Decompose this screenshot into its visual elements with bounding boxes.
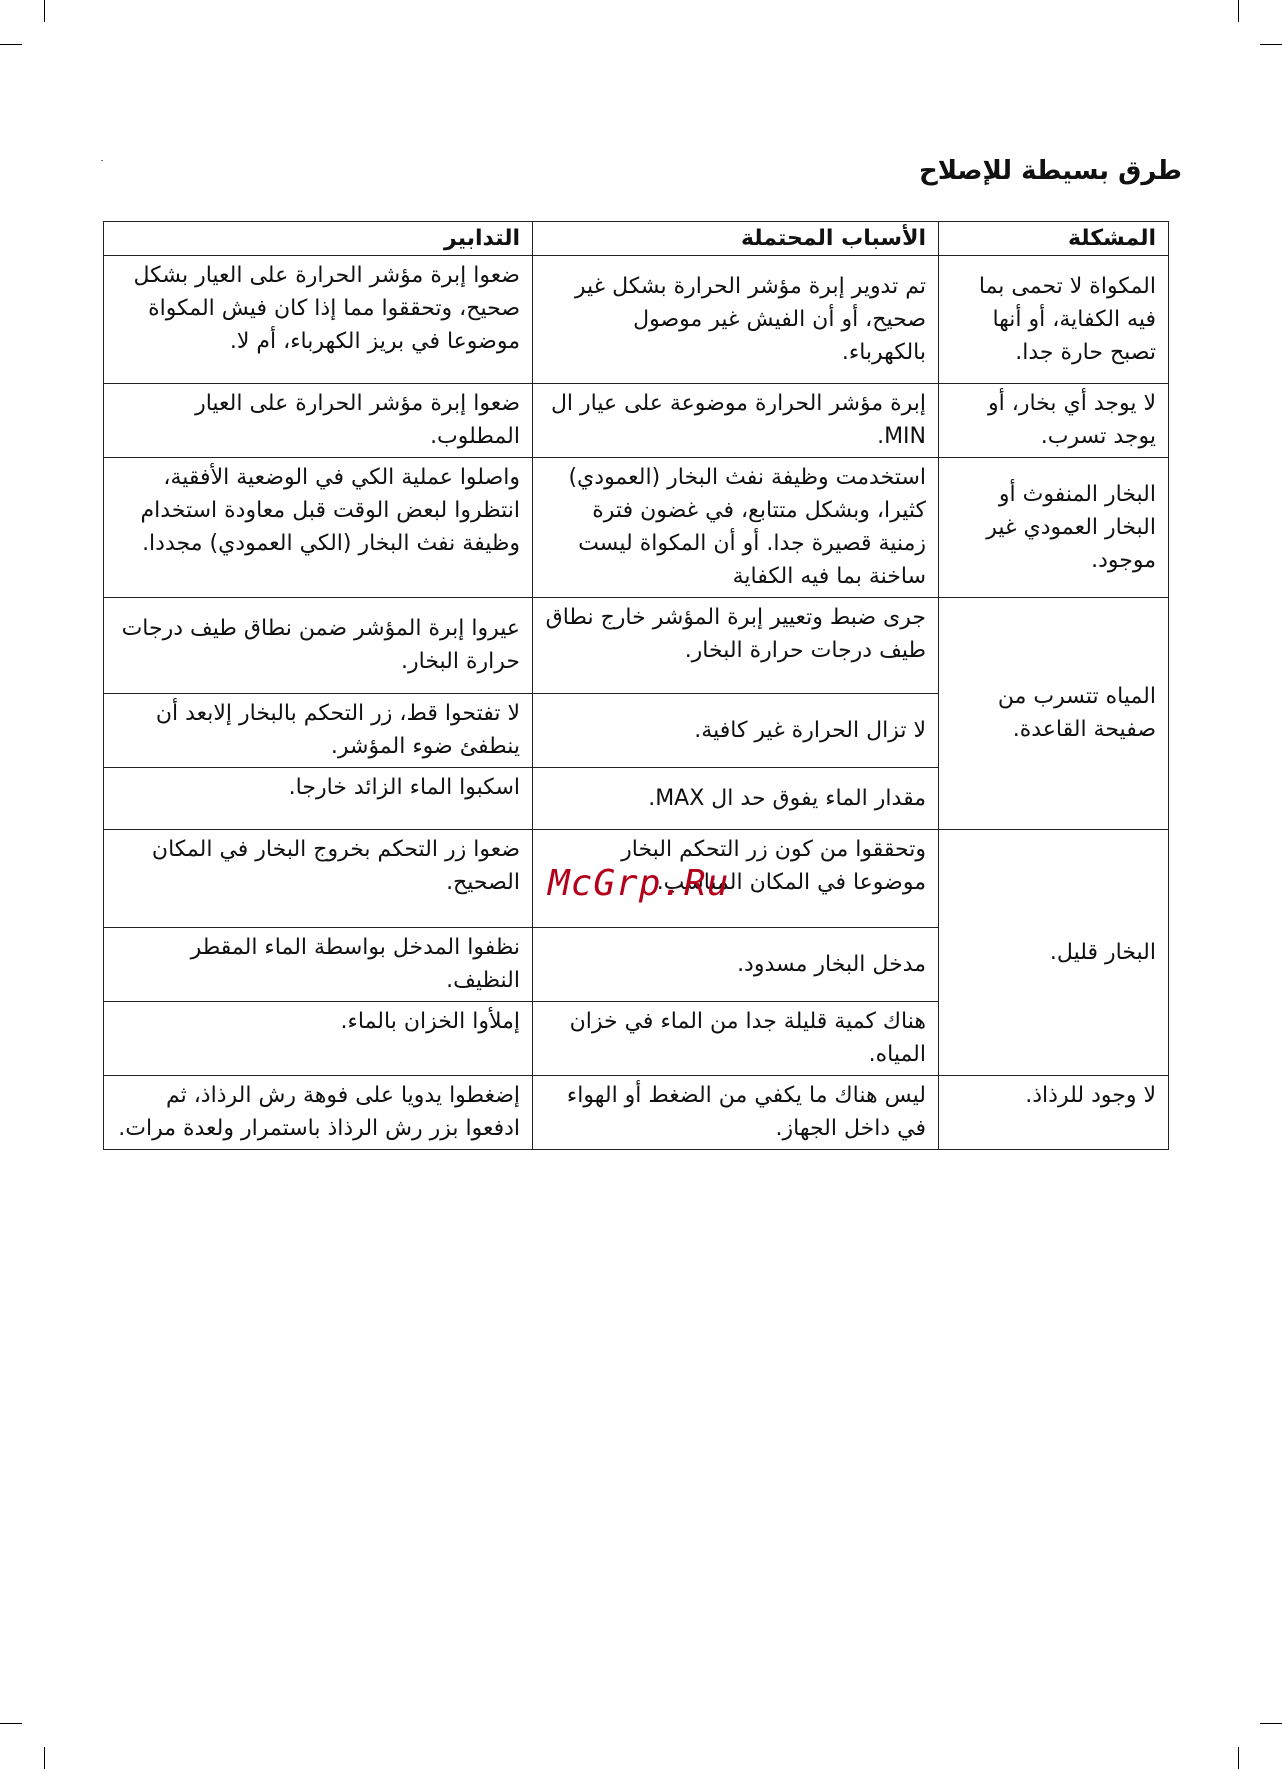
solution-cell: ضعوا إبرة مؤشر الحرارة على العيار بشكل صحيح، وتحققوا مما إذا كان فيش المكواة موضوعا في بريز الكهرباء، أم لا. (104, 256, 533, 384)
cause-cell: هناك كمية قليلة جدا من الماء في خزان المياه. (533, 1002, 939, 1076)
watermark: McGrp.Ru (548, 863, 730, 904)
troubleshooting-table (103, 221, 1169, 1150)
crop-mark (1260, 44, 1282, 45)
solution-cell: واصلوا عملية الكي في الوضعية الأفقية، انتظروا لبعض الوقت قبل معاودة استخدام وظيفة نفث البخار (الكي العمودي) مجددا. (104, 458, 533, 598)
solution-cell: إضغطوا يدويا على فوهة رش الرذاذ، ثم ادفعوا بزر رش الرذاذ باستمرار ولعدة مرات. (104, 1076, 533, 1150)
crop-mark (44, 0, 45, 22)
solution-cell: لا تفتحوا قط، زر التحكم بالبخار إلابعد أن ينطفئ ضوء المؤشر. (104, 694, 533, 768)
solution-cell: نظفوا المدخل بواسطة الماء المقطر النظيف. (104, 928, 533, 1002)
table-row (104, 1076, 1169, 1150)
header-cause: الأسباب المحتملة (533, 222, 939, 256)
crop-mark (1260, 1723, 1282, 1724)
cause-cell: مقدار الماء يفوق حد ال MAX. (533, 768, 939, 830)
header-solution: التدابير (104, 222, 533, 256)
solution-cell: ضعوا إبرة مؤشر الحرارة على العيار المطلوب. (104, 384, 533, 458)
cause-cell: استخدمت وظيفة نفث البخار (العمودي) كثيرا، وبشكل متتابع، في غضون فترة زمنية قصيرة جدا. أو أن المكواة ليست ساخنة بما فيه الكفاية (533, 458, 939, 598)
table-header-row (104, 222, 1169, 256)
cause-cell: تم تدوير إبرة مؤشر الحرارة بشكل غير صحيح، أو أن الفيش غير موصول بالكهرباء. (533, 256, 939, 384)
cause-cell: مدخل البخار مسدود. (533, 928, 939, 1002)
table-row (104, 256, 1169, 384)
crop-mark (1238, 1747, 1239, 1769)
problem-cell: لا وجود للرذاذ. (939, 1076, 1169, 1150)
problem-cell: البخار المنفوث أو البخار العمودي غير موجود. (939, 458, 1169, 598)
problem-cell: المياه تتسرب من صفيحة القاعدة. (939, 598, 1169, 830)
page-title: طرق بسيطة للإصلاح (918, 156, 1182, 186)
crop-mark (44, 1747, 45, 1769)
problem-cell: لا يوجد أي بخار، أو يوجد تسرب. (939, 384, 1169, 458)
cause-cell: إبرة مؤشر الحرارة موضوعة على عيار ال MIN. (533, 384, 939, 458)
cause-cell: وتحققوا من كون زر التحكم البخار موضوعا في المكان المناسب. (533, 830, 939, 928)
table-row (104, 458, 1169, 598)
solution-cell: إملأوا الخزان بالماء. (104, 1002, 533, 1076)
cause-cell: جرى ضبط وتعيير إبرة المؤشر خارج نطاق طيف درجات حرارة البخار. (533, 598, 939, 694)
solution-cell: اسكبوا الماء الزائد خارجا. (104, 768, 533, 830)
stray-mark (101, 160, 103, 161)
crop-mark (1238, 0, 1239, 22)
problem-cell: المكواة لا تحمى بما فيه الكفاية، أو أنها تصبح حارة جدا. (939, 256, 1169, 384)
crop-mark (0, 1723, 22, 1724)
table-row (104, 384, 1169, 458)
cause-cell: ليس هناك ما يكفي من الضغط أو الهواء في داخل الجهاز. (533, 1076, 939, 1150)
crop-mark (0, 44, 22, 45)
cause-cell: لا تزال الحرارة غير كافية. (533, 694, 939, 768)
solution-cell: ضعوا زر التحكم بخروج البخار في المكان الصحيح. (104, 830, 533, 928)
table-row (104, 598, 1169, 694)
solution-cell: عيروا إبرة المؤشر ضمن نطاق طيف درجات حرارة البخار. (104, 598, 533, 694)
problem-cell: البخار قليل. (939, 830, 1169, 1076)
header-problem: المشكلة (939, 222, 1169, 256)
